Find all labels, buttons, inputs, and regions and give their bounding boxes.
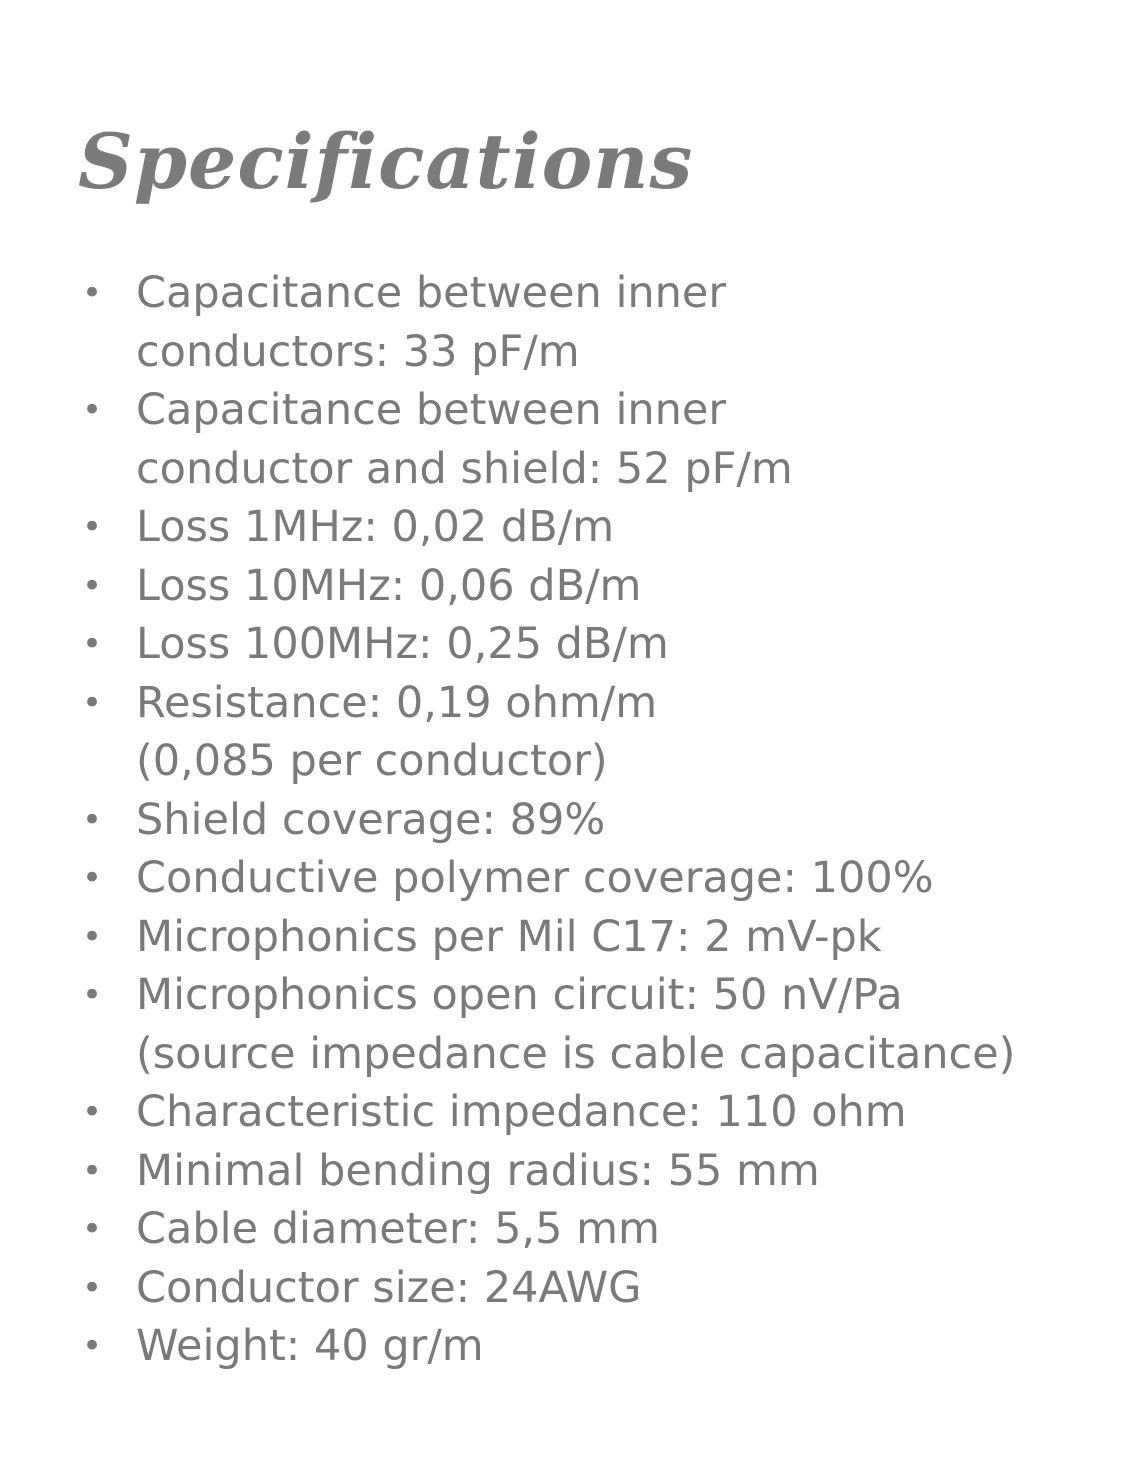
spec-text-line: Microphonics per Mil C17: 2 mV-pk (136, 911, 882, 962)
spec-text-line: Loss 10MHz: 0,06 dB/m (136, 560, 642, 611)
bullet-icon: • (82, 565, 103, 606)
spec-item (78, 1259, 1088, 1318)
spec-item (78, 498, 1088, 557)
spec-item (78, 849, 1088, 908)
bullet-icon: • (82, 682, 103, 723)
bullet-icon: • (82, 916, 103, 957)
spec-item (78, 791, 1088, 850)
spec-text-line: Loss 100MHz: 0,25 dB/m (136, 619, 669, 669)
spec-text-line: Capacitance between inner (136, 268, 727, 318)
spec-text-line: Minimal bending radius: 55 mm (136, 1145, 820, 1196)
bullet-icon: • (82, 1326, 103, 1366)
spec-item (78, 557, 1088, 616)
bullet-icon: • (82, 975, 103, 1015)
spec-text-line: conductors: 33 pF/m (136, 326, 580, 377)
spec-item (78, 908, 1088, 967)
spec-text-line: (0,085 per conductor) (136, 736, 608, 786)
spec-text-line: Shield coverage: 89% (136, 794, 606, 845)
spec-text-line: (source impedance is cable capacitance) (136, 1028, 1016, 1079)
bullet-icon: • (82, 858, 103, 898)
bullet-icon: • (82, 1209, 103, 1249)
spec-item (78, 264, 1088, 381)
spec-item (78, 1200, 1088, 1259)
spec-item (78, 1142, 1088, 1201)
bullet-icon: • (82, 624, 103, 664)
spec-text-line: Capacitance between inner (136, 385, 727, 435)
spec-item (78, 1317, 1088, 1376)
spec-text-line: Conductor size: 24AWG (136, 1262, 642, 1313)
bullet-icon: • (82, 390, 103, 430)
spec-text-line: Resistance: 0,19 ohm/m (136, 677, 658, 728)
bullet-icon: • (82, 799, 103, 840)
spec-text-line: Conductive polymer coverage: 100% (136, 853, 934, 903)
spec-text-line: Cable diameter: 5,5 mm (136, 1204, 660, 1254)
spec-item (78, 381, 1088, 498)
spec-item (78, 966, 1088, 1083)
spec-list (78, 264, 1088, 1376)
spec-text-line: Weight: 40 gr/m (136, 1321, 484, 1371)
bullet-icon: • (82, 507, 103, 547)
spec-item (78, 1083, 1088, 1142)
spec-item (78, 615, 1088, 674)
bullet-icon: • (82, 273, 103, 313)
spec-text-line: Microphonics open circuit: 50 nV/Pa (136, 970, 903, 1020)
spec-text-line: Loss 1MHz: 0,02 dB/m (136, 502, 615, 552)
spec-text-line: Characteristic impedance: 110 ohm (136, 1087, 907, 1137)
bullet-icon: • (82, 1267, 103, 1308)
bullet-icon: • (82, 1092, 103, 1132)
spec-item (78, 674, 1088, 791)
page-title: Specifications (78, 117, 694, 206)
spec-text-line: conductor and shield: 52 pF/m (136, 443, 793, 494)
bullet-icon: • (82, 1150, 103, 1191)
